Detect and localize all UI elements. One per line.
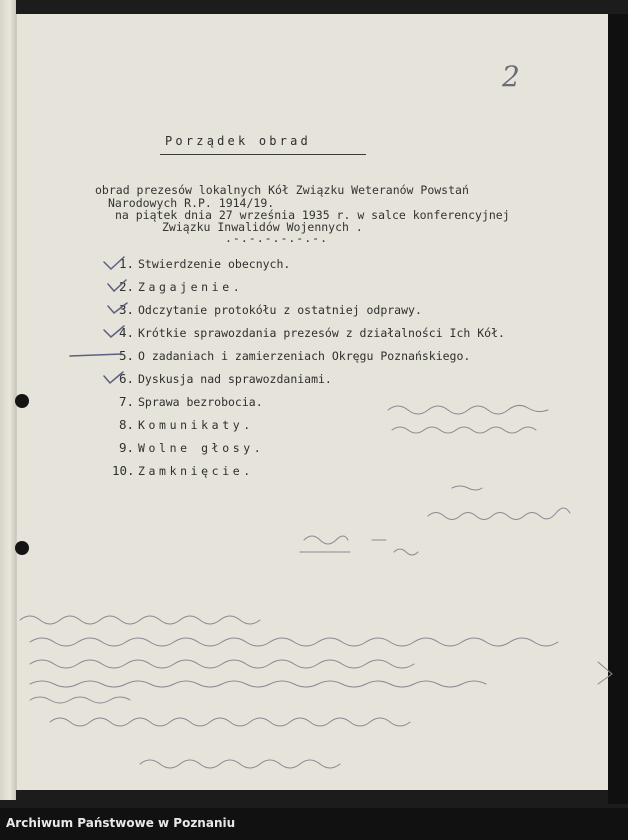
agenda-text: O zadaniach i zamierzeniach Okręgu Poznańskiego. <box>138 349 471 363</box>
agenda-item <box>112 371 332 386</box>
agenda-number: 6. <box>118 371 134 386</box>
agenda-text: Dyskusja nad sprawozdaniami. <box>138 372 332 386</box>
document-title: Porządek obrad <box>165 134 311 148</box>
agenda-number: 10. <box>112 463 135 478</box>
agenda-text: Odczytanie protokółu z ostatniej odprawy. <box>138 303 422 317</box>
agenda-item <box>112 325 505 340</box>
agenda-item <box>112 348 470 363</box>
agenda-number: 7. <box>118 394 134 409</box>
agenda-text: Komunikaty. <box>138 418 254 432</box>
agenda-number: 3. <box>118 302 134 317</box>
header-line-4: Związku Inwalidów Wojennych . <box>162 220 363 234</box>
header-line-3: na piątek dnia 27 września 1935 r. w salce konferencyjnej <box>115 208 510 222</box>
header-separator: .-.-.-.-.-.-. <box>225 231 329 245</box>
agenda-text: Sprawa bezrobocia. <box>138 395 263 409</box>
agenda-item <box>112 440 264 455</box>
header-line-1: obrad prezesów lokalnych Kół Związku Weteranów Powstań <box>95 183 469 197</box>
agenda-number: 1. <box>118 256 134 271</box>
agenda-text: Zamknięcie. <box>138 464 254 478</box>
agenda-text: Zagajenie. <box>138 280 244 294</box>
document-page <box>16 14 609 790</box>
agenda-text: Stwierdzenie obecnych. <box>138 257 291 271</box>
archive-footer <box>0 808 628 840</box>
punch-hole <box>15 394 29 408</box>
agenda-text: Krótkie sprawozdania prezesów z działalności Ich Kół. <box>138 326 505 340</box>
agenda-item <box>112 279 243 294</box>
agenda-text: Wolne głosy. <box>138 441 265 455</box>
punch-hole <box>15 541 29 555</box>
agenda-item <box>112 302 422 317</box>
agenda-number: 8. <box>118 417 134 432</box>
title-underline <box>160 154 366 155</box>
archive-name: Archiwum Państwowe w Poznaniu <box>6 816 236 830</box>
agenda-number: 2. <box>118 279 134 294</box>
agenda-item <box>112 394 263 409</box>
scan-border <box>608 14 628 804</box>
header-line-2: Narodowych R.P. 1914/19. <box>108 196 275 210</box>
agenda-number: 9. <box>118 440 134 455</box>
agenda-item <box>112 417 254 432</box>
agenda-item <box>112 463 254 478</box>
agenda-number: 4. <box>118 325 134 340</box>
paper-stack-edge <box>0 0 16 800</box>
agenda-number: 5. <box>118 348 134 363</box>
agenda-item <box>112 256 290 271</box>
page-number: 2 <box>502 60 520 93</box>
